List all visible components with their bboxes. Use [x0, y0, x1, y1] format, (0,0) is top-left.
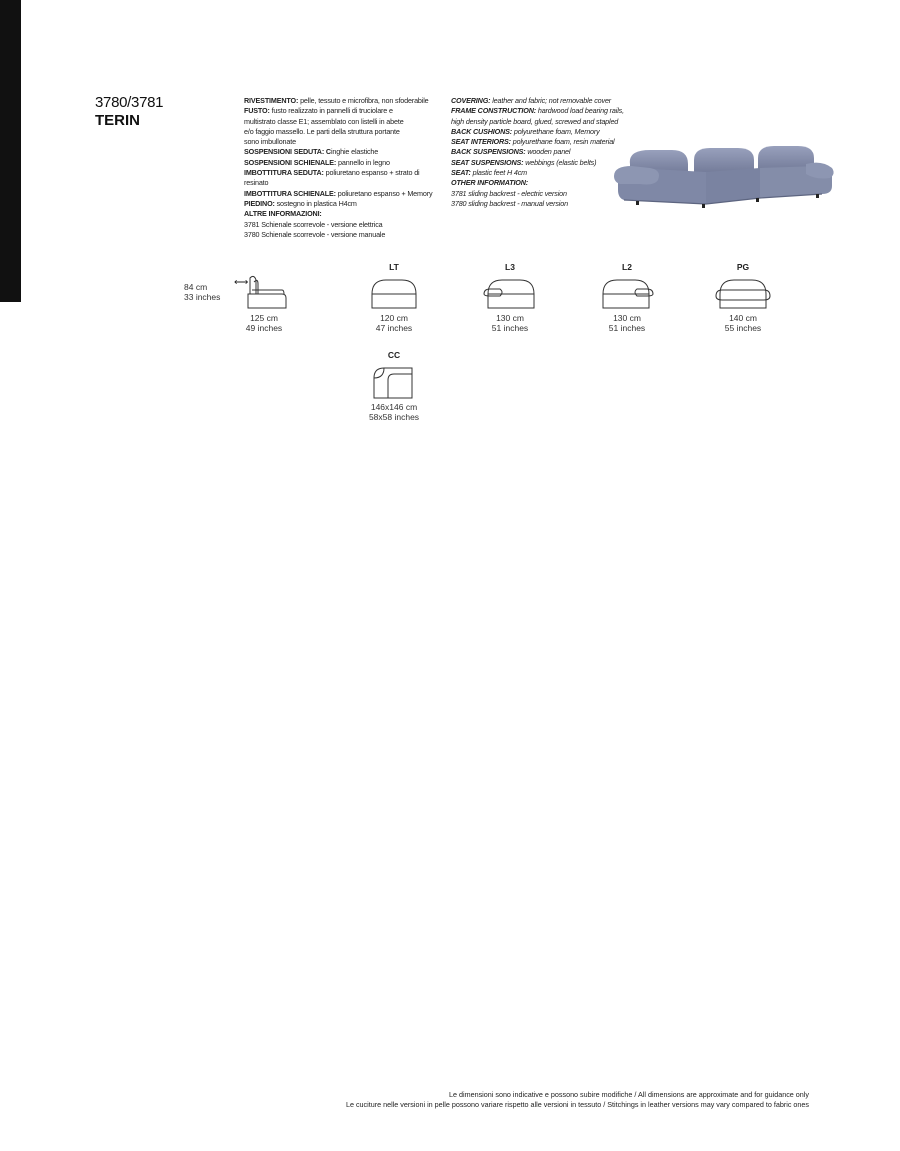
spec-line: PIEDINO: sostegno in plastica H4cm: [244, 198, 357, 208]
module-pg-dimension: 140 cm 55 inches: [724, 313, 762, 333]
product-code: 3780/3781: [95, 94, 164, 111]
module-l2-label: L2: [622, 262, 632, 272]
height-cm: 84 cm: [184, 282, 208, 292]
footer-notes: [346, 1090, 809, 1110]
spec-line: IMBOTTITURA SEDUTA: poliuretano espanso + strato di: [244, 168, 420, 178]
spec-line: SEAT: plastic feet H 4cm: [451, 168, 528, 178]
spec-line: 3781 Schienale scorrevole - versione elettrica: [244, 219, 383, 229]
height-inches: 33 inches: [184, 292, 221, 302]
module-pg-icon: [714, 276, 772, 312]
spec-line: high density particle board, glued, screwed and stapled: [451, 116, 619, 126]
module-l3-dimension: 130 cm 51 inches: [491, 313, 529, 333]
spec-line: OTHER INFORMATION:: [451, 178, 529, 188]
spec-line: resinato: [244, 178, 269, 188]
module-cc-icon: [370, 364, 416, 402]
spec-line: IMBOTTITURA SCHIENALE: poliuretano espanso + Memory: [244, 188, 433, 198]
spec-line: FUSTO: fusto realizzato in pannelli di truciolare e: [244, 106, 393, 116]
spec-line: BACK SUSPENSIONS: wooden panel: [451, 147, 571, 157]
spec-line: ALTRE INFORMAZIONI:: [244, 209, 322, 219]
spec-line: BACK CUSHIONS: polyurethane foam, Memory: [451, 126, 600, 136]
module-l2-icon: [599, 276, 655, 312]
side-depth-dimension: 125 cm 49 inches: [245, 313, 283, 333]
spec-line: e/o faggio massello. Le parti della struttura portante: [244, 126, 400, 136]
module-lt-icon: [368, 276, 420, 312]
spec-line: 3780 Schienale scorrevole - versione manuale: [244, 229, 386, 239]
side-tab-bar: [0, 0, 21, 302]
spec-line: SEAT SUSPENSIONS: webbings (elastic belts): [451, 157, 597, 167]
spec-line: 3781 sliding backrest - electric version: [451, 188, 567, 198]
depth-arrow-icon: ⟷: [234, 277, 249, 288]
sofa-photo: [610, 138, 836, 210]
module-lt-label: LT: [389, 262, 399, 272]
module-l3-label: L3: [505, 262, 515, 272]
spec-line: SOSPENSIONI SEDUTA: Cinghie elastiche: [244, 147, 379, 157]
spec-line: multistrato classe E1; assemblato con listelli in abete: [244, 116, 404, 126]
spec-line: SOSPENSIONI SCHIENALE: pannello in legno: [244, 157, 390, 167]
spec-italian: [244, 96, 444, 240]
side-view-armchair-icon: [244, 274, 288, 314]
height-dimension: [184, 282, 220, 302]
module-cc-label: CC: [387, 350, 401, 360]
spec-line: FRAME CONSTRUCTION: hardwood load bearing rails,: [451, 106, 624, 116]
spec-line: RIVESTIMENTO: pelle, tessuto e microfibra, non sfoderabile: [244, 96, 429, 105]
product-name: TERIN: [95, 112, 140, 129]
module-l3-icon: [482, 276, 538, 312]
module-lt-dimension: 120 cm 47 inches: [375, 313, 413, 333]
spec-line: sono imbullonate: [244, 137, 296, 147]
module-l2-dimension: 130 cm 51 inches: [608, 313, 646, 333]
module-cc-dimension: 146x146 cm 58x58 inches: [368, 402, 420, 422]
module-pg-label: PG: [736, 262, 750, 272]
spec-english: [451, 96, 631, 209]
spec-line: 3780 sliding backrest - manual version: [451, 198, 568, 208]
spec-line: COVERING: leather and fabric; not removable cover: [451, 96, 612, 105]
footer-line-1: Le dimensioni sono indicative e possono subire modifiche / All dimensions are approximate and for guidance only: [449, 1090, 809, 1099]
spec-line: SEAT INTERIORS: polyurethane foam, resin material: [451, 137, 615, 147]
footer-line-2: Le cuciture nelle versioni in pelle possono variare rispetto alle versioni in tessuto / Stitchings in leather versions may vary compared to fabric ones: [345, 1100, 809, 1109]
